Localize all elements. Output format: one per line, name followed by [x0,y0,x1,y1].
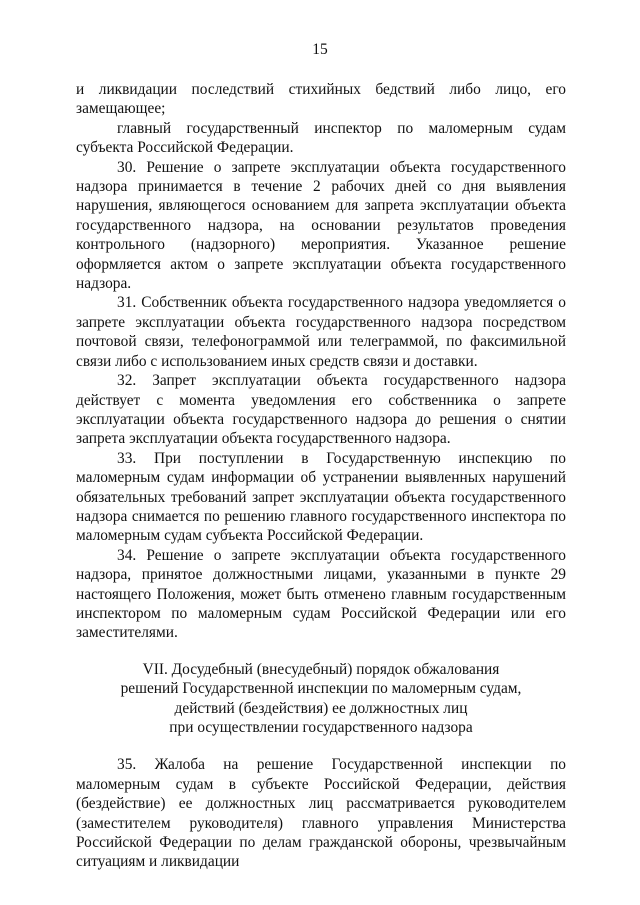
paragraphs-top [76,80,566,643]
section-heading-line: при осуществлении государственного надзора [169,719,473,736]
paragraph: 30. Решение о запрете эксплуатации объекта государственного надзора принимается в течение 2 рабочих дней со дня выявления нарушения, являющегося основанием для запрета эксплуатации объекта государственного надзора, на основании результатов проведения контрольного (надзорного) мероприятия. Указанное решение оформляется актом о запрете эксплуатации объекта государственного надзора. [76,158,566,293]
paragraph: 34. Решение о запрете эксплуатации объекта государственного надзора, принятое должностными лицами, указанными в пункте 29 настоящего Положения, может быть отменено главным государственным инспектором по маломерным судам Российской Федерации или его заместителями. [76,546,566,642]
paragraph: главный государственный инспектор по маломерным судам субъекта Российской Федерации. [76,119,566,157]
paragraph: 33. При поступлении в Государственную инспекцию по маломерным судам информации об устранении выявленных нарушений обязательных требований запрет эксплуатации объекта государственного надзора снимается по решению главного государственного инспектора по маломерным судам субъекта Российской Федерации. [76,449,566,545]
paragraph: 32. Запрет эксплуатации объекта государственного надзора действует с момента уведомления его собственника о запрете эксплуатации объекта государственного надзора до решения о снятии запрета эксплуатации объекта государственного надзора. [76,372,566,448]
section-heading [76,660,566,738]
document-body [76,80,566,872]
paragraphs-bottom [76,755,566,871]
section-heading-line: VII. Досудебный (внесудебный) порядок обжалования [142,660,500,678]
page-number: 15 [312,41,328,58]
section-heading-line: решений Государственной инспекции по маломерным судам, [120,680,522,698]
paragraph: 31. Собственник объекта государственного надзора уведомляется о запрете эксплуатации объекта государственного надзора посредством почтовой связи, телефонограммой или телеграммой, по факсимильной связи либо с использованием иных средств связи и доставки. [76,294,566,370]
paragraph: 35. Жалоба на решение Государственной инспекции по маломерным судам в субъекте Российской Федерации, действия (бездействие) ее должностных лиц рассматривается руководителем (заместителем руководителя) главного управления Министерства Российской Федерации по делам гражданской обороны, чрезвычайным ситуациям и ликвидации [76,756,566,871]
paragraph: и ликвидации последствий стихийных бедствий либо лицо, его замещающее; [76,81,566,118]
section-heading-line: действий (бездействия) ее должностных лиц [174,699,468,717]
